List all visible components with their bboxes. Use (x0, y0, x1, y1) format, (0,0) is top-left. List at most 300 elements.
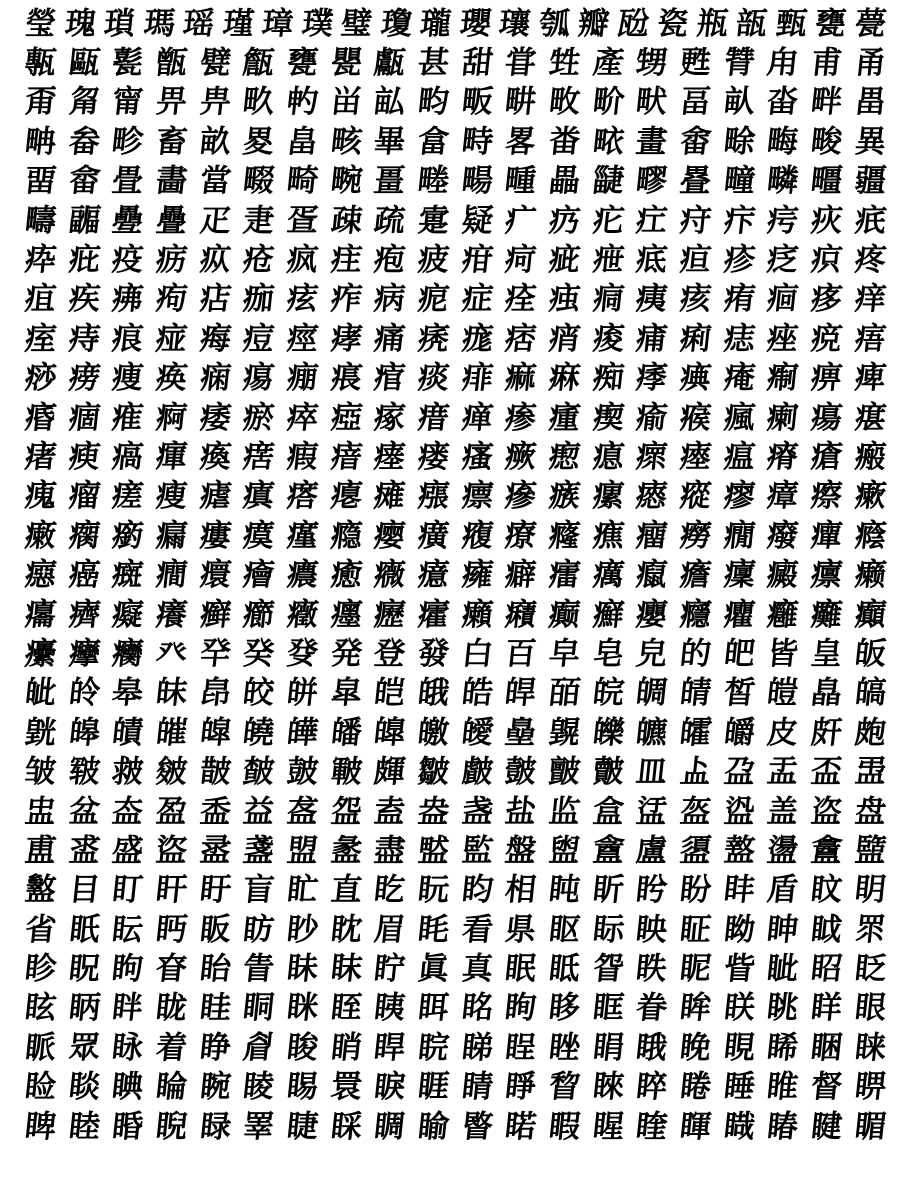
glyph: 疂 (678, 163, 712, 200)
glyph: 甕 (285, 45, 319, 82)
glyph: 皢 (241, 714, 276, 751)
glyph: 甫 (809, 45, 843, 82)
glyph: 疩 (23, 242, 57, 279)
glyph: 畽 (503, 163, 538, 200)
glyph: 癱 (809, 596, 843, 633)
glyph-row (24, 792, 886, 831)
glyph: 甞 (503, 45, 538, 82)
glyph: 甍 (852, 5, 887, 42)
glyph: 盕 (721, 793, 756, 830)
glyph: 眺 (765, 990, 800, 1027)
glyph: 盈 (154, 793, 188, 830)
glyph: 眸 (678, 990, 712, 1027)
glyph: 皒 (416, 675, 450, 712)
glyph: 瘘 (416, 438, 450, 475)
glyph: 疜 (721, 202, 756, 239)
glyph: 畟 (241, 123, 276, 160)
glyph: 皤 (328, 714, 363, 751)
glyph: 痔 (66, 320, 101, 357)
glyph: 痱 (459, 360, 494, 397)
glyph: 睘 (328, 1069, 363, 1106)
glyph: 眇 (285, 911, 319, 948)
glyph: 癒 (328, 557, 363, 594)
glyph: 疆 (852, 163, 887, 200)
glyph-row (24, 949, 886, 988)
glyph: 皙 (721, 675, 756, 712)
glyph: 癈 (765, 517, 800, 554)
glyph: 眬 (154, 990, 188, 1027)
glyph: 瑶 (181, 5, 215, 42)
glyph: 皮 (765, 714, 800, 751)
glyph: 癢 (154, 596, 188, 633)
glyph: 瘷 (23, 517, 57, 554)
glyph: 睞 (590, 1069, 625, 1106)
glyph: 眢 (590, 951, 625, 988)
glyph: 眱 (372, 990, 407, 1027)
glyph: 疵 (547, 242, 581, 279)
glyph: 瓊 (378, 5, 413, 42)
glyph: 癴 (66, 635, 101, 672)
glyph: 痚 (328, 320, 363, 357)
glyph: 皫 (634, 714, 669, 751)
glyph: 疑 (459, 202, 494, 239)
glyph: 督 (809, 1069, 843, 1106)
glyph: 畵 (154, 163, 188, 200)
glyph: 瘊 (678, 399, 712, 436)
glyph: 瘍 (809, 399, 843, 436)
glyph: 皱 (23, 754, 57, 791)
glyph: 畻 (416, 163, 450, 200)
glyph: 甓 (197, 45, 232, 82)
glyph: 眻 (809, 990, 843, 1027)
glyph: 畊 (503, 84, 538, 121)
glyph: 畱 (23, 163, 57, 200)
glyph-row (24, 122, 886, 161)
glyph: 皲 (66, 754, 101, 791)
glyph: 皳 (110, 754, 145, 791)
glyph: 皕 (547, 675, 581, 712)
glyph: 甌 (66, 45, 101, 82)
glyph: 癋 (23, 557, 57, 594)
glyph: 盨 (678, 832, 712, 869)
glyph: 畧 (503, 123, 538, 160)
glyph: 盙 (23, 832, 57, 869)
glyph: 痮 (328, 360, 363, 397)
glyph: 疐 (416, 202, 450, 239)
glyph: 疕 (590, 202, 625, 239)
glyph: 瑪 (141, 5, 176, 42)
glyph: 眨 (852, 951, 887, 988)
glyph: 疋 (197, 202, 232, 239)
glyph: 痿 (197, 399, 232, 436)
glyph: 璋 (260, 5, 294, 42)
glyph: 畫 (634, 123, 669, 160)
glyph: 瘂 (328, 399, 363, 436)
glyph: 眯 (285, 990, 319, 1027)
glyph: 疅 (809, 163, 843, 200)
glyph: 瓏 (418, 5, 453, 42)
glyph: 畩 (590, 123, 625, 160)
glyph: 痏 (721, 281, 756, 318)
glyph: 痢 (678, 320, 712, 357)
glyph: 盍 (372, 793, 407, 830)
glyph: 看 (459, 911, 494, 948)
glyph: 睖 (241, 1069, 276, 1106)
glyph: 皭 (721, 714, 756, 751)
glyph: 甜 (459, 45, 494, 82)
glyph: 癗 (547, 557, 581, 594)
glyph: 睷 (809, 1108, 843, 1145)
glyph: 症 (459, 281, 494, 318)
glyph: 盁 (721, 754, 756, 791)
glyph: 皥 (372, 714, 407, 751)
glyph: 睝 (547, 1069, 581, 1106)
glyph: 盡 (372, 832, 407, 869)
glyph: 盼 (678, 872, 712, 909)
glyph: 癘 (590, 557, 625, 594)
glyph: 盺 (590, 872, 625, 909)
glyph: 瓖 (497, 5, 532, 42)
glyph: 痰 (416, 360, 450, 397)
glyph: 疼 (852, 242, 887, 279)
glyph: 畄 (328, 84, 363, 121)
glyph: 眪 (66, 990, 101, 1027)
glyph: 監 (459, 832, 494, 869)
glyph: 睏 (809, 1029, 843, 1066)
glyph-row (24, 752, 886, 791)
glyph: 盰 (154, 872, 188, 909)
glyph: 癬 (590, 596, 625, 633)
glyph: 畕 (852, 84, 887, 121)
glyph: 眂 (66, 911, 101, 948)
glyph: 癁 (459, 517, 494, 554)
glyph-row (24, 634, 886, 673)
glyph: 皐 (328, 675, 363, 712)
glyph: 疱 (372, 242, 407, 279)
glyph: 畁 (197, 84, 232, 121)
glyph: 睚 (416, 1069, 450, 1106)
glyph: 皑 (372, 675, 407, 712)
glyph-row (24, 83, 886, 122)
glyph: 睥 (23, 1108, 57, 1145)
glyph: 益 (241, 793, 276, 830)
glyph: 畷 (241, 163, 276, 200)
glyph: 皆 (765, 635, 800, 672)
glyph: 睸 (852, 1108, 887, 1145)
glyph: 癅 (634, 517, 669, 554)
glyph: 盟 (285, 832, 319, 869)
glyph: 痡 (634, 320, 669, 357)
glyph: 皶 (241, 754, 276, 791)
glyph: 眥 (721, 951, 756, 988)
glyph: 皓 (459, 675, 494, 712)
glyph: 疹 (721, 242, 756, 279)
glyph: 睉 (547, 1029, 581, 1066)
glyph-row (24, 201, 886, 240)
glyph-row (24, 1068, 886, 1107)
glyph: 皿 (634, 754, 669, 791)
glyph: 疳 (459, 242, 494, 279)
glyph: 痨 (66, 360, 101, 397)
glyph: 皔 (503, 675, 538, 712)
glyph: 瘅 (459, 399, 494, 436)
glyph: 癓 (372, 557, 407, 594)
glyph: 睯 (459, 1108, 494, 1145)
glyph: 疎 (328, 202, 363, 239)
glyph: 瘣 (23, 478, 57, 515)
glyph: 睱 (547, 1108, 581, 1145)
glyph: 瘫 (372, 478, 407, 515)
glyph: 痼 (66, 399, 101, 436)
glyph: 甑 (154, 45, 188, 82)
glyph: 盇 (110, 793, 145, 830)
glyph: 當 (197, 163, 232, 200)
glyph: 畔 (809, 84, 843, 121)
glyph: 盄 (852, 754, 887, 791)
glyph: 疍 (285, 202, 319, 239)
glyph: 癖 (503, 557, 538, 594)
glyph: 癟 (23, 596, 57, 633)
glyph: 畍 (590, 84, 625, 121)
glyph: 睐 (852, 1029, 887, 1066)
glyph: 盏 (459, 793, 494, 830)
glyph: 盔 (678, 793, 712, 830)
glyph: 痌 (590, 281, 625, 318)
glyph: 痃 (285, 281, 319, 318)
glyph: 癌 (66, 557, 101, 594)
glyph: 睬 (328, 1108, 363, 1145)
glyph: 癪 (503, 596, 538, 633)
glyph: 眼 (852, 990, 887, 1027)
glyph: 痩 (110, 360, 145, 397)
glyph: 眚 (241, 951, 276, 988)
glyph: 皍 (197, 675, 232, 712)
glyph-row (24, 162, 886, 201)
glyph: 痪 (154, 360, 188, 397)
glyph: 眜 (328, 951, 363, 988)
glyph: 癶 (154, 635, 188, 672)
glyph: 瘟 (721, 438, 756, 475)
glyph: 瘎 (852, 399, 887, 436)
glyph: 瘁 (285, 399, 319, 436)
glyph: 瘛 (547, 438, 581, 475)
glyph: 盤 (503, 832, 538, 869)
glyph: 的 (678, 635, 712, 672)
glyph: 痫 (197, 360, 232, 397)
glyph: 眑 (721, 911, 756, 948)
glyph: 瘴 (765, 478, 800, 515)
glyph: 登 (372, 635, 407, 672)
glyph: 皷 (285, 754, 319, 791)
glyph: 癜 (765, 557, 800, 594)
glyph: 盖 (765, 793, 800, 830)
glyph: 瘮 (503, 478, 538, 515)
glyph: 疶 (590, 242, 625, 279)
glyph: 眦 (765, 951, 800, 988)
glyph: 甔 (241, 45, 276, 82)
glyph: 皋 (110, 675, 145, 712)
glyph: 皝 (23, 714, 57, 751)
glyph: 睳 (634, 1108, 669, 1145)
glyph: 眧 (809, 951, 843, 988)
glyph: 痯 (372, 360, 407, 397)
glyph: 眏 (634, 911, 669, 948)
glyph: 眹 (721, 990, 756, 1027)
glyph: 畼 (459, 163, 494, 200)
glyph: 疏 (372, 202, 407, 239)
glyph: 畆 (372, 84, 407, 121)
glyph: 痟 (547, 320, 581, 357)
glyph: 畐 (678, 84, 712, 121)
glyph: 真 (459, 951, 494, 988)
glyph: 瘙 (459, 438, 494, 475)
glyph: 癵 (110, 635, 145, 672)
glyph: 皎 (241, 675, 276, 712)
glyph: 瘚 (503, 438, 538, 475)
glyph: 盧 (634, 832, 669, 869)
glyph: 盒 (590, 793, 625, 830)
glyph: 皵 (197, 754, 232, 791)
glyph: 痊 (503, 281, 538, 318)
glyph: 盆 (66, 793, 101, 830)
glyph: 瘭 (459, 478, 494, 515)
glyph: 盬 (852, 832, 887, 869)
glyph: 皟 (110, 714, 145, 751)
glyph: 皁 (547, 635, 581, 672)
glyph: 睒 (66, 1069, 101, 1106)
glyph: 癎 (154, 557, 188, 594)
glyph: 畭 (721, 123, 756, 160)
glyph: 痧 (23, 360, 57, 397)
glyph: 眞 (416, 951, 450, 988)
glyph: 異 (852, 123, 887, 160)
glyph: 盯 (110, 872, 145, 909)
glyph-row (24, 437, 886, 476)
glyph: 痺 (852, 360, 887, 397)
glyph: 瘓 (197, 438, 232, 475)
glyph: 癆 (678, 517, 712, 554)
glyph: 皺 (416, 754, 450, 791)
glyph: 癳 (23, 635, 57, 672)
glyph: 痜 (416, 320, 450, 357)
glyph: 皗 (634, 675, 669, 712)
glyph: 眍 (547, 911, 581, 948)
glyph: 癕 (459, 557, 494, 594)
glyph: 睲 (590, 1108, 625, 1145)
glyph: 盚 (66, 832, 101, 869)
glyph: 疀 (590, 163, 625, 200)
glyph: 眠 (503, 951, 538, 988)
glyph: 痸 (765, 360, 800, 397)
glyph: 盐 (503, 793, 538, 830)
glyph-row (24, 871, 886, 910)
glyph: 疫 (110, 242, 145, 279)
glyph: 盃 (809, 754, 843, 791)
glyph: 盭 (23, 872, 57, 909)
glyph: 皨 (503, 714, 538, 751)
glyph: 疢 (809, 202, 843, 239)
glyph: 省 (23, 911, 57, 948)
glyph: 甏 (110, 45, 145, 82)
glyph-row (24, 713, 886, 752)
glyph: 疸 (678, 242, 712, 279)
glyph: 皃 (634, 635, 669, 672)
glyph-row (24, 831, 886, 870)
glyph: 瘧 (197, 478, 232, 515)
glyph: 睍 (721, 1029, 756, 1066)
glyph: 痆 (416, 281, 450, 318)
glyph: 盓 (634, 793, 669, 830)
glyph: 畣 (416, 123, 450, 160)
glyph: 皦 (416, 714, 450, 751)
glyph: 相 (503, 872, 538, 909)
glyph: 疻 (809, 242, 843, 279)
glyph: 畒 (721, 84, 756, 121)
glyph-row (24, 477, 886, 516)
glyph: 睮 (416, 1108, 450, 1145)
glyph-row (24, 674, 886, 713)
glyph: 癰 (765, 596, 800, 633)
glyph: 甕 (813, 5, 848, 42)
glyph: 瓰 (615, 5, 650, 42)
glyph: 瘜 (590, 438, 625, 475)
glyph: 瘔 (241, 438, 276, 475)
glyph: 盎 (416, 793, 450, 830)
glyph: 皛 (809, 675, 843, 712)
glyph-row (24, 280, 886, 319)
glyph: 痄 (328, 281, 363, 318)
glyph-row (24, 1107, 886, 1146)
glyph: 盪 (765, 832, 800, 869)
glyph: 瘩 (285, 478, 319, 515)
glyph: 疓 (547, 202, 581, 239)
glyph: 痷 (721, 360, 756, 397)
glyph: 眶 (590, 990, 625, 1027)
glyph: 瘠 (765, 438, 800, 475)
glyph: 疾 (66, 281, 101, 318)
glyph: 疘 (634, 202, 669, 239)
glyph: 痦 (852, 320, 887, 357)
glyph: 痍 (634, 281, 669, 318)
glyph: 睂 (241, 1029, 276, 1066)
glyph: 皇 (809, 635, 843, 672)
glyph: 甚 (416, 45, 450, 82)
glyph: 盵 (372, 872, 407, 909)
glyph: 疞 (765, 202, 800, 239)
glyph: 痣 (721, 320, 756, 357)
glyph: 癨 (416, 596, 450, 633)
glyph: 百 (503, 635, 538, 672)
glyph: 畹 (328, 163, 363, 200)
glyph: 發 (416, 635, 450, 672)
glyph: 瘿 (372, 517, 407, 554)
glyph: 疺 (765, 242, 800, 279)
glyph: 瘢 (852, 438, 887, 475)
glyph: 癡 (110, 596, 145, 633)
glyph: 盾 (765, 872, 800, 909)
glyph: 瘈 (590, 399, 625, 436)
glyph: 癉 (809, 517, 843, 554)
glyph: 甖 (328, 45, 363, 82)
glyph: 盩 (721, 832, 756, 869)
glyph: 甗 (372, 45, 407, 82)
glyph: 白 (459, 635, 494, 672)
glyph: 痒 (852, 281, 887, 318)
glyph: 瘉 (634, 399, 669, 436)
glyph: 眣 (634, 951, 669, 988)
glyph: 监 (547, 793, 581, 830)
glyph: 皘 (678, 675, 712, 712)
